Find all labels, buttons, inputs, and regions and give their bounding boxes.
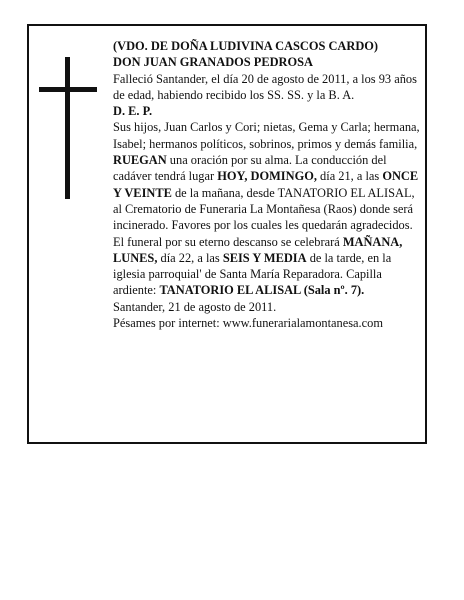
conduction-day: HOY, DOMINGO, (217, 169, 317, 184)
funeral-text-2: día 21, a las (316, 169, 383, 184)
notice-text (113, 38, 422, 331)
funeral-text-4: día 22, a las (157, 250, 223, 265)
funeral-day: MAÑANA, LUNES, (113, 234, 403, 265)
cross-horizontal-bar (39, 87, 97, 92)
funeral-time: SEIS Y MEDIA (222, 250, 307, 265)
funeral-details (113, 152, 422, 299)
obituary-notice (27, 24, 427, 444)
dep-line: D. E. P. (113, 104, 153, 119)
cross-icon (39, 57, 97, 199)
funeral-text-3: de la mañana, desde TANATORIO EL ALISAL, al Crematorio de Funeraria La Montañesa (Raos) donde será incinerado. Favores por los cuales les quedarán agradecidos. El funeral por su eterno descanso se celebrará (113, 185, 415, 249)
date-line: Santander, 21 de agosto de 2011. (113, 299, 277, 314)
ruegan-word: RUEGAN (113, 153, 167, 168)
funeral-text-5: de la tarde, en la iglesia parroquial' de Santa María Reparadora. Capilla ardiente: (113, 250, 392, 298)
conduction-time: ONCE Y VEINTE (113, 169, 419, 200)
funeral-text-1: una oración por su alma. La conducción del cadáver tendrá lugar (113, 153, 387, 184)
widow-of-line: (VDO. DE DOÑA LUDIVINA CASCOS CARDO) (113, 39, 379, 53)
cross-vertical-bar (65, 57, 70, 199)
death-announcement: Falleció Santander, el día 20 de agosto de 2011, a los 93 años de edad, habiendo recibido los SS. SS. y la B. A. (113, 71, 417, 102)
family-members: Sus hijos, Juan Carlos y Cori; nietas, Gema y Carla; hermana, Isabel; hermanos políticos, sobrinos, primos y demás familia, (113, 120, 420, 151)
chapel-location: TANATORIO EL ALISAL (Sala nº. 7). (159, 283, 365, 298)
deceased-name: DON JUAN GRANADOS PEDROSA (113, 55, 313, 70)
condolences-line: Pésames por internet: www.funerarialamontanesa.com (113, 316, 383, 331)
